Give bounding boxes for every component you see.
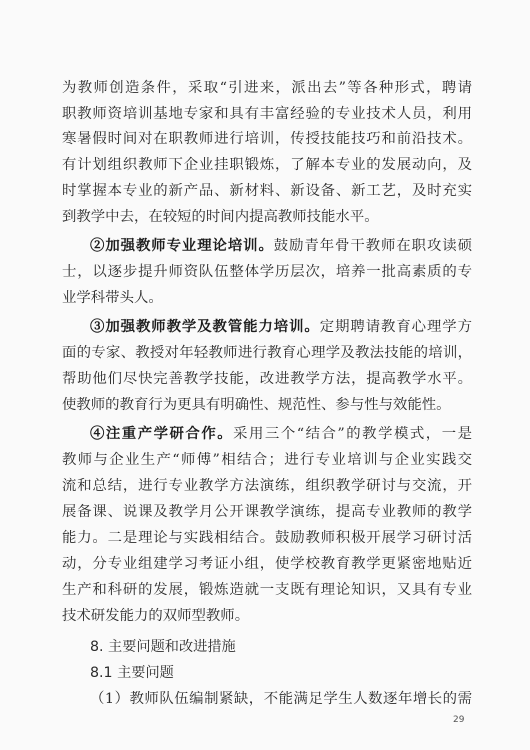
- body-line: 教师与企业生产“师傅”相结合；进行专业培训与企业实践交: [62, 452, 472, 468]
- body-line: 动，分专业组建学习考证小组，使学校教育教学更紧密地贴近: [62, 556, 472, 572]
- page-number: 29: [453, 715, 465, 725]
- body-line: 时掌握本专业的新产品、新材料、新设备、新工艺，及时充实: [62, 183, 472, 199]
- body-line: 士，以逐步提升师资队伍整体学历层次，培养一批高素质的专: [62, 264, 472, 280]
- paragraph-first-line: [90, 425, 472, 443]
- body-line: 展备课、说课及教学月公开课教学演练，提高专业教师的教学: [62, 504, 472, 520]
- section-heading: 8. 主要问题和改进措施: [90, 639, 236, 655]
- body-line: 面的专家、教授对年轻教师进行教育心理学及教法技能的培训，: [62, 345, 472, 361]
- paragraph-lead: ④注重产学研合作。: [90, 425, 234, 442]
- body-line: 寒暑假时间对在职教师进行培训，传授技能技巧和前沿技术。: [62, 131, 472, 147]
- body-line: 生产和科研的发展，锻炼造就一支既有理论知识，又具有专业: [62, 582, 472, 598]
- subsection-heading: 8.1 主要问题: [90, 665, 174, 681]
- paragraph-first-line: [90, 237, 472, 255]
- paragraph-lead: ③加强教师教学及教管能力培训。: [90, 318, 320, 335]
- paragraph-text: 定期聘请教育心理学方: [319, 319, 472, 335]
- body-line: 使教师的教育行为更具有明确性、规范性、参与性与效能性。: [62, 397, 451, 413]
- body-line: 有计划组织教师下企业挂职锻炼，了解本专业的发展动向，及: [62, 157, 472, 173]
- paragraph-text: 采用三个“结合”的教学模式，一是: [233, 426, 472, 442]
- paragraph-lead: ②加强教师专业理论培训。: [90, 237, 274, 254]
- body-line: 帮助他们尽快完善教学技能，改进教学方法，提高教学水平。: [62, 371, 472, 387]
- body-line: 为教师创造条件，采取“引进来，派出去”等各种形式，聘请: [62, 80, 472, 96]
- body-line: 到教学中去，在较短的时间内提高教师技能水平。: [62, 209, 379, 225]
- body-line: （1）教师队伍编制紧缺，不能满足学生人数逐年增长的需: [90, 691, 472, 707]
- body-line: 职教师资培训基地专家和具有丰富经验的专业技术人员，利用: [62, 106, 472, 122]
- body-line: 流和总结，进行专业教学方法演练，组织教学研讨与交流，开: [62, 478, 472, 494]
- paragraph-text: 鼓励青年骨干教师在职攻读硕: [273, 238, 472, 254]
- body-line: 技术研发能力的双师型教师。: [62, 608, 250, 624]
- paragraph-first-line: [90, 318, 472, 336]
- body-line: 能力。二是理论与实践相结合。鼓励教师积极开展学习研讨活: [62, 530, 472, 546]
- body-line: 业学科带头人。: [62, 290, 163, 306]
